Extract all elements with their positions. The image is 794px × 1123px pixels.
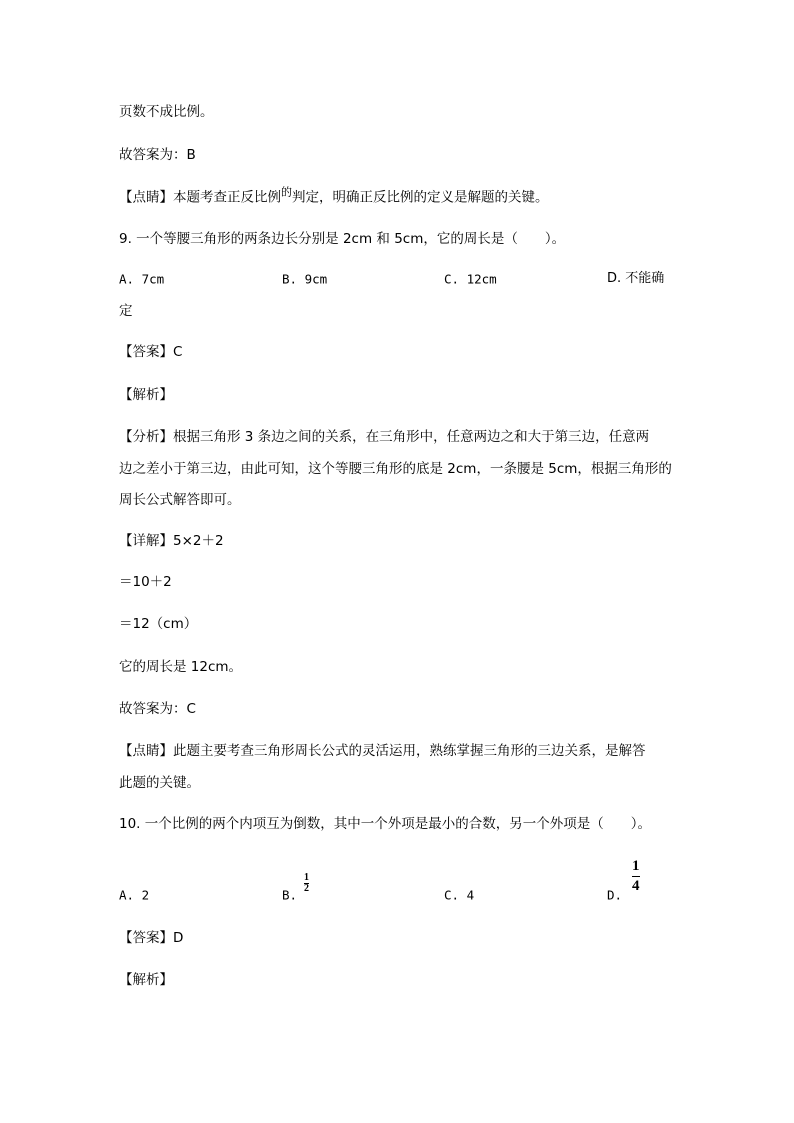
- option-d: D.: [607, 887, 623, 903]
- detail-line: ＝10＋2: [119, 574, 172, 590]
- detail-line: 它的周长是 12cm。: [119, 659, 243, 675]
- question-9: 9. 一个等腰三角形的两条边长分别是 2cm 和 5cm，它的周长是（ ）。: [119, 231, 566, 247]
- option-c: C. 4: [444, 887, 475, 903]
- fraction-bar: [632, 876, 640, 877]
- numerator: 1: [304, 872, 309, 883]
- analysis-line: 【分析】根据三角形 3 条边之间的关系，在三角形中，任意两边之和大于第三边，任意两: [119, 429, 650, 445]
- answer-label: 【答案】C: [119, 344, 183, 360]
- option-d-continued: 定: [119, 303, 133, 319]
- analysis-line: 周长公式解答即可。: [119, 492, 241, 508]
- answer-label: 【答案】D: [119, 930, 184, 946]
- option-a: A. 7cm: [119, 271, 165, 287]
- superscript-text: 的: [281, 185, 292, 199]
- answer-line: 故答案为：C: [119, 701, 196, 717]
- option-b: B.: [282, 887, 298, 903]
- comment-text: 【点睛】本题考查正反比例: [119, 189, 281, 206]
- detail-line: 【详解】5×2＋2: [119, 533, 224, 549]
- option-b: B. 9cm: [282, 271, 328, 287]
- comment-text: 判定，明确正反比例的定义是解题的关键。: [292, 189, 549, 206]
- numerator: 1: [632, 858, 640, 874]
- option-c: C. 12cm: [444, 271, 497, 287]
- analysis-heading: 【解析】: [119, 387, 173, 403]
- comment-line: [119, 185, 549, 208]
- denominator: 4: [632, 878, 640, 894]
- comment-line: 【点睛】此题主要考查三角形周长公式的灵活运用，熟练掌握三角形的三边关系，是解答: [119, 743, 646, 759]
- option-a: A. 2: [119, 887, 150, 903]
- detail-line: ＝12（cm）: [119, 616, 198, 632]
- fraction-one-quarter: [632, 859, 640, 894]
- comment-line: 此题的关键。: [119, 775, 200, 791]
- analysis-heading: 【解析】: [119, 972, 173, 988]
- text-line: 页数不成比例。: [119, 104, 214, 120]
- fraction-one-half: [304, 873, 309, 894]
- denominator: 2: [304, 883, 309, 894]
- question-10: 10. 一个比例的两个内项互为倒数，其中一个外项是最小的合数，另一个外项是（ ）。: [119, 816, 652, 832]
- answer-line: 故答案为：B: [119, 147, 196, 163]
- option-d: D. 不能确: [607, 271, 665, 286]
- analysis-line: 边之差小于第三边，由此可知，这个等腰三角形的底是 2cm，一条腰是 5cm，根据三角形的: [119, 461, 672, 477]
